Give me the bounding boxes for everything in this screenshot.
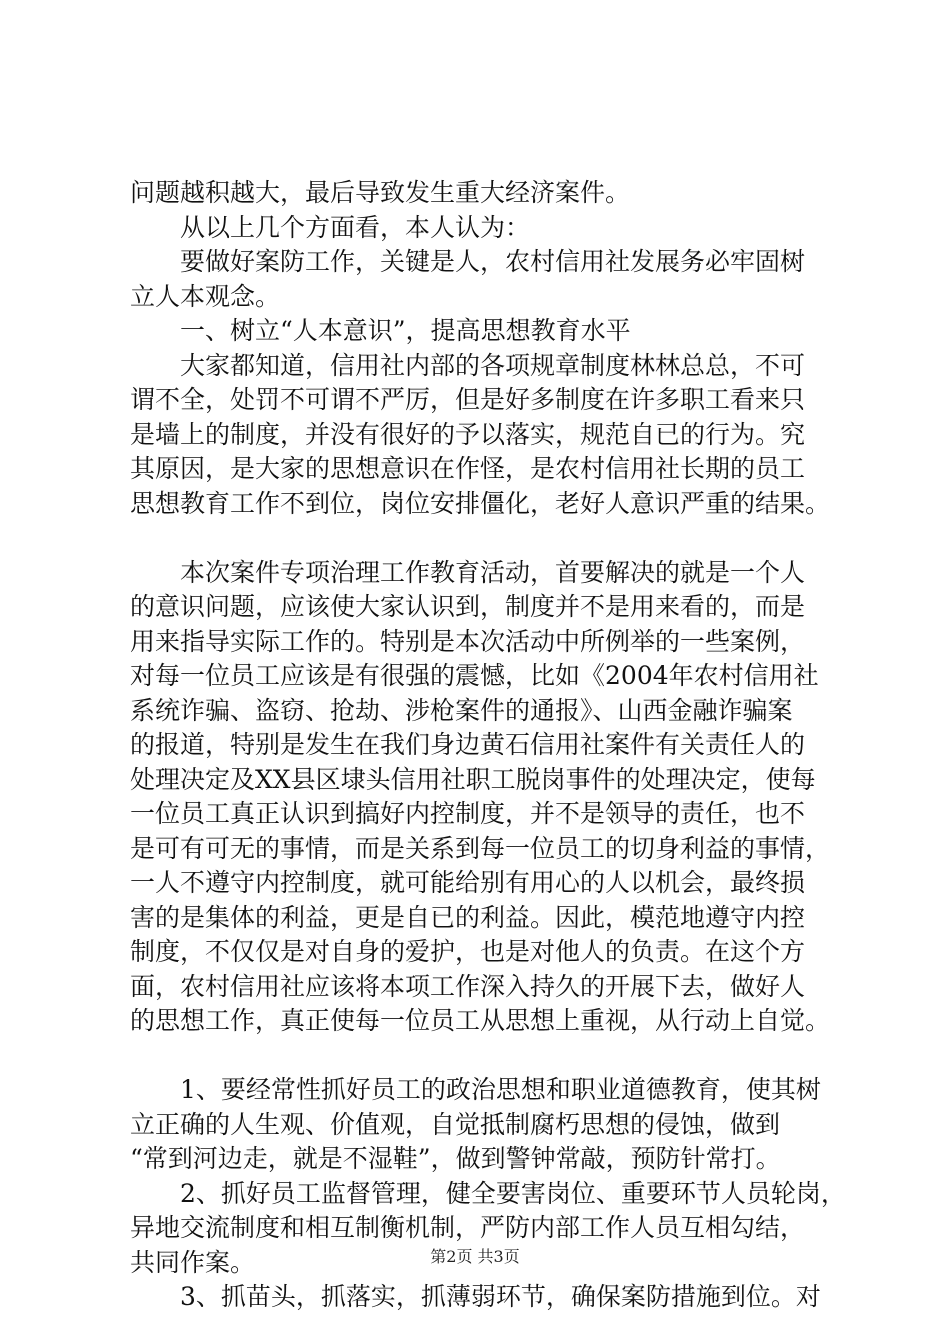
paragraph-gap — [130, 1039, 850, 1074]
list-item-3: 3、抓苗头，抓落实，抓薄弱环节，确保案防措施到位。对 — [180, 1282, 821, 1311]
text-line: 立人本观念。 — [130, 281, 281, 311]
text-line: 对每一位员工应该是有很强的震憾，比如《2004年农村信用社 — [130, 661, 819, 690]
text-line: 一位员工真正认识到搞好内控制度，并不是领导的责任，也不 — [130, 799, 806, 828]
text-line: 要做好案防工作，关键是人，农村信用社发展务必牢固树 — [180, 247, 806, 276]
text-line: 一人不遵守内控制度，就可能给别有用心的人以机会，最终损 — [130, 868, 806, 897]
text-line: 异地交流制度和相互制衡机制，严防内部工作人员互相勾结， — [130, 1213, 806, 1242]
document-body — [130, 176, 850, 1315]
text-line: 面，农村信用社应该将本项工作深入持久的开展下去，做好人 — [130, 971, 806, 1001]
text-line: 用来指导实际工作的。特别是本次活动中所例举的一些案例， — [130, 626, 806, 656]
text-line: 处理决定及XX县区埭头信用社职工脱岗事件的处理决定，使每 — [130, 764, 816, 794]
page-footer: 第2页 共3页 — [430, 1247, 520, 1266]
text-line: 是墙上的制度，并没有很好的予以落实，规范自已的行为。究 — [130, 419, 806, 449]
text-line: 谓不全，处罚不可谓不严厉，但是好多制度在许多职工看来只 — [130, 385, 806, 414]
paragraph-gap — [130, 521, 850, 556]
text-line: 从以上几个方面看，本人认为： — [180, 212, 531, 242]
text-line: 其原因，是大家的思想意识在作怪，是农村信用社长期的员工 — [130, 454, 806, 483]
text-line: 系统诈骗、盗窃、抢劫、涉枪案件的通报》、山西金融诈骗案 — [130, 695, 793, 725]
text-line: 问题越积越大，最后导致发生重大经济案件。 — [130, 178, 631, 207]
text-line: 共同作案。 — [130, 1247, 256, 1277]
list-item-2: 2、抓好员工监督管理，健全要害岗位、重要环节人员轮岗， — [180, 1178, 846, 1208]
text-line: 本次案件专项治理工作教育活动，首要解决的就是一个人 — [180, 557, 806, 587]
text-line: 立正确的人生观、价值观，自觉抵制腐朽思想的侵蚀，做到 — [130, 1109, 781, 1139]
text-line: 思想教育工作不到位，岗位安排僵化，老好人意识严重的结果。 — [130, 488, 831, 518]
list-item-1: 1、要经常性抓好员工的政治思想和职业道德教育，使其树 — [180, 1075, 821, 1104]
section-heading: 一、树立“人本意识”，提高思想教育水平 — [180, 316, 631, 345]
text-line: 制度，不仅仅是对自身的爱护，也是对他人的负责。在这个方 — [130, 937, 806, 966]
text-line: 的思想工作，真正使每一位员工从思想上重视，从行动上自觉。 — [130, 1006, 831, 1035]
text-line: 的意识问题，应该使大家认识到，制度并不是用来看的，而是 — [130, 592, 806, 621]
text-line: 的报道，特别是发生在我们身边黄石信用社案件有关责任人的 — [130, 730, 806, 759]
text-line: “常到河边走，就是不湿鞋”，做到警钟常敲，预防针常打。 — [130, 1144, 781, 1173]
text-line: 大家都知道，信用社内部的各项规章制度林林总总，不可 — [180, 350, 806, 380]
text-line: 害的是集体的利益，更是自已的利益。因此，模范地遵守内控 — [130, 902, 806, 932]
text-line: 是可有可无的事情，而是关系到每一位员工的切身利益的事情， — [130, 833, 831, 863]
